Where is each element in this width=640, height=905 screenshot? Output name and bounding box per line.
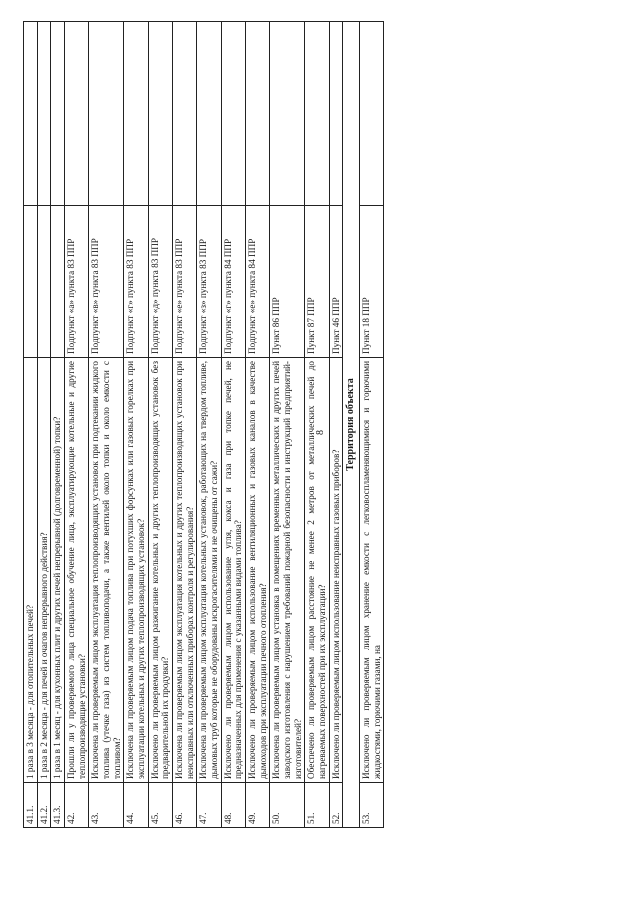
row-blank-cell [221, 22, 245, 206]
checklist-table-rotated [23, 50, 583, 828]
row-blank-cell [51, 22, 65, 206]
table-row [51, 22, 65, 828]
table-row [270, 22, 305, 828]
row-reference: Подпункт «д» пункта 83 ППР [148, 206, 172, 358]
table-row [360, 22, 384, 828]
row-number: 41.2. [37, 783, 51, 828]
table-row [37, 22, 51, 828]
row-reference: Подпункт «е» пункта 84 ППР [246, 206, 270, 358]
row-blank-cell [360, 22, 384, 206]
row-number: 50. [270, 783, 305, 828]
row-question: Исключена ли проверяемым лицом эксплуатация котельных установок, работающих на твердом топливе, дымовых труб которые не оборудованы искрогасителями и не очищены от сажи? [197, 358, 221, 783]
table-row [221, 22, 245, 828]
row-number: 41.1. [24, 783, 38, 828]
row-question: Исключено ли проверяемым лицом использование неисправных газовых приборов? [329, 358, 343, 783]
row-question: Исключено ли проверяемым лицом использование вентиляционных и газовых каналов в качестве дымоходов при эксплуатации печного отопления? [246, 358, 270, 783]
row-reference: Подпункт «в» пункта 83 ППР [89, 206, 124, 358]
row-blank-cell [24, 22, 38, 206]
table-row [65, 22, 89, 828]
row-reference: Подпункт «е» пункта 83 ППР [173, 206, 197, 358]
row-blank-cell [89, 22, 124, 206]
row-question: Исключена ли проверяемым лицом эксплуатация котельных и других теплопроизводящих установок при неисправных или отключенных приборах контроля и регулирования? [173, 358, 197, 783]
row-blank-cell [270, 22, 305, 206]
row-blank-cell [124, 22, 148, 206]
row-blank-cell [37, 22, 51, 206]
row-question: Исключено ли проверяемым лицом разжигание котельных и других теплопроизводящих установок без предварительной их продувки? [148, 358, 172, 783]
table-row [173, 22, 197, 828]
row-reference [51, 206, 65, 358]
row-reference: Подпункт «г» пункта 84 ППР [221, 206, 245, 358]
row-question: Исключено ли проверяемым лицом хранение емкости с легковоспламеняющимися и горючими жидкостями, горючими газами, на [360, 358, 384, 783]
section-title: Территория объекта [343, 22, 360, 828]
row-blank-cell [65, 22, 89, 206]
table-row [329, 22, 343, 828]
row-question: Прошли ли у проверяемого лица специальное обучение лица, эксплуатирующие котельные и другие теплопроизводящие установки? [65, 358, 89, 783]
row-reference: Пункт 87 ППР [305, 206, 329, 358]
table-row [305, 22, 329, 828]
table-row [89, 22, 124, 828]
row-reference: Пункт 18 ППР [360, 206, 384, 358]
row-number: 46. [173, 783, 197, 828]
section-header-row [343, 22, 360, 828]
row-reference [24, 206, 38, 358]
row-reference: Пункт 46 ППР [329, 206, 343, 358]
row-blank-cell [329, 22, 343, 206]
row-question: 1 раза в 3 месяца - для отопительных печей? [24, 358, 38, 783]
row-question: 1 раза в 1 месяц - для кухонных плит и других печей непрерывной (долговременной) топки? [51, 358, 65, 783]
row-question: Исключено ли проверяемым лицом использование угля, кокса и газа при топке печей, не предназначенных для применения с указанными видами топлива? [221, 358, 245, 783]
row-blank-cell [246, 22, 270, 206]
row-number: 49. [246, 783, 270, 828]
row-number: 44. [124, 783, 148, 828]
row-number: 48. [221, 783, 245, 828]
row-question: Обеспечено ли проверяемым лицом расстояние не менее 2 метров от металлических печей до нагреваемых поверхностей при их эксплуатации? [305, 358, 329, 783]
table-row [124, 22, 148, 828]
row-reference [37, 206, 51, 358]
table-row [148, 22, 172, 828]
row-number: 52. [329, 783, 343, 828]
row-blank-cell [148, 22, 172, 206]
row-number: 41.3. [51, 783, 65, 828]
row-blank-cell [305, 22, 329, 206]
row-number: 47. [197, 783, 221, 828]
row-number: 45. [148, 783, 172, 828]
row-reference: Подпункт «а» пункта 83 ППР [65, 206, 89, 358]
row-reference: Подпункт «з» пункта 83 ППР [197, 206, 221, 358]
row-number: 43. [89, 783, 124, 828]
table-row [197, 22, 221, 828]
checklist-table [23, 21, 384, 828]
row-reference: Пункт 86 ППР [270, 206, 305, 358]
row-reference: Подпункт «г» пункта 83 ППР [124, 206, 148, 358]
table-row [24, 22, 38, 828]
row-blank-cell [173, 22, 197, 206]
row-question: Исключена ли проверяемым лицом подача топлива при потухших форсунках или газовых горелках при эксплуатации котельных и других теплопроизводящих установок? [124, 358, 148, 783]
table-row [246, 22, 270, 828]
row-blank-cell [197, 22, 221, 206]
row-question: Исключена ли проверяемым лицом эксплуатация теплопроизводящих установок при подтекании жидкого топлива (утечке газа) из систем топливоподачи, а также вентилей около топки и около емкости с топливом? [89, 358, 124, 783]
row-number: 51. [305, 783, 329, 828]
row-question: Исключена ли проверяемым лицом установка в помещениях временных металлических и других печей заводского изготовления с нарушением требований пожарной безопасности и инструкций предприятий-изготовителей? [270, 358, 305, 783]
row-number: 42. [65, 783, 89, 828]
row-number: 53. [360, 783, 384, 828]
row-question: 1 раза в 2 месяца - для печей и очагов непрерывного действия? [37, 358, 51, 783]
page-number: 8 [315, 430, 326, 435]
